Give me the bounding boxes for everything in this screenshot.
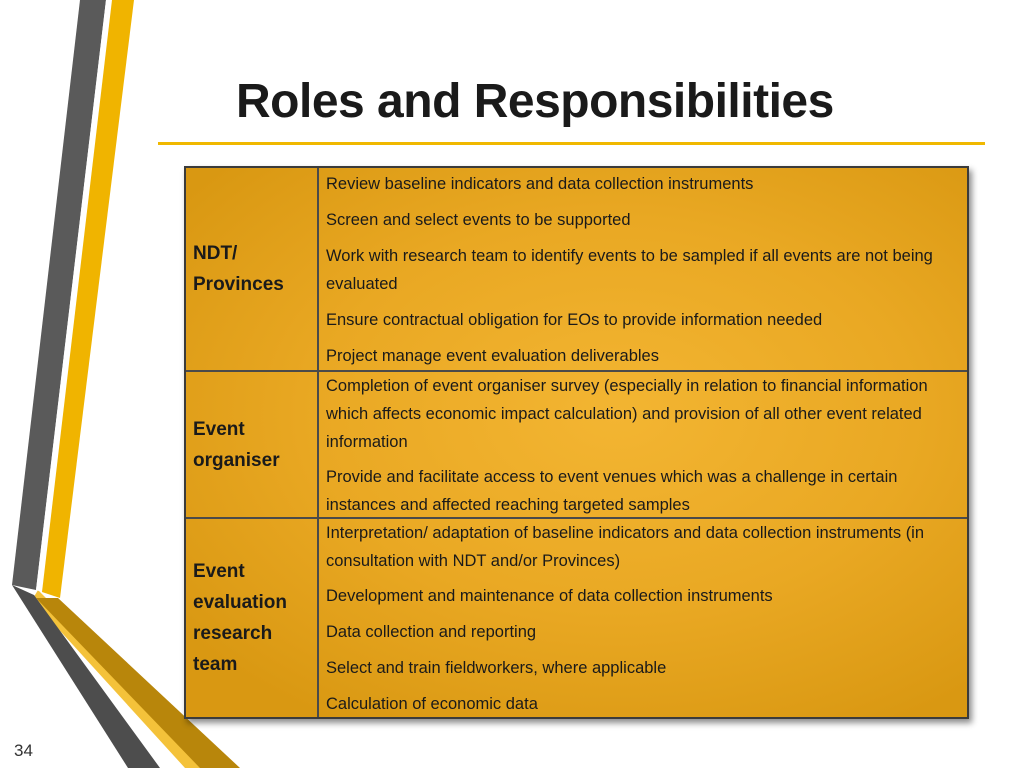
task-list (326, 519, 959, 717)
table-row-ndt-provinces (186, 168, 967, 372)
task-item: Development and maintenance of data collection instruments (326, 587, 773, 605)
task-item: Data collection and reporting (326, 623, 537, 641)
task-item: Completion of event organiser survey (especially in relation to financial information which affects economic impact calculation) and provision of all other event related information (326, 377, 928, 451)
role-cell (186, 519, 319, 717)
task-item: Calculation of economic data (326, 695, 538, 713)
page-number: 34 (14, 741, 33, 760)
task-list (326, 168, 959, 370)
task-item: Select and train fieldworkers, where applicable (326, 659, 667, 677)
task-item: Ensure contractual obligation for EOs to provide information needed (326, 311, 823, 329)
task-list (326, 372, 959, 517)
role-label: Event organiser (193, 418, 280, 471)
task-item: Interpretation/ adaptation of baseline indicators and data collection instruments (in consultation with NDT and/or Provinces) (326, 524, 925, 570)
task-item: Provide and facilitate access to event venues which was a challenge in certain instances and affected reaching targeted samples (326, 468, 898, 514)
task-item: Project manage event evaluation deliverables (326, 347, 659, 365)
title-underline (158, 142, 985, 145)
table-row-research-team (186, 519, 967, 717)
role-label: NDT/ Provinces (193, 243, 284, 295)
task-item: Work with research team to identify events to be sampled if all events are not being evaluated (326, 247, 933, 293)
page-title: Roles and Responsibilities (236, 75, 834, 128)
task-item: Review baseline indicators and data collection instruments (326, 175, 754, 193)
roles-table (184, 166, 969, 719)
table-row-event-organiser (186, 372, 967, 519)
role-cell (186, 168, 319, 370)
role-cell (186, 372, 319, 517)
role-label: Event evaluation research team (193, 561, 287, 675)
task-item: Screen and select events to be supported (326, 211, 631, 229)
